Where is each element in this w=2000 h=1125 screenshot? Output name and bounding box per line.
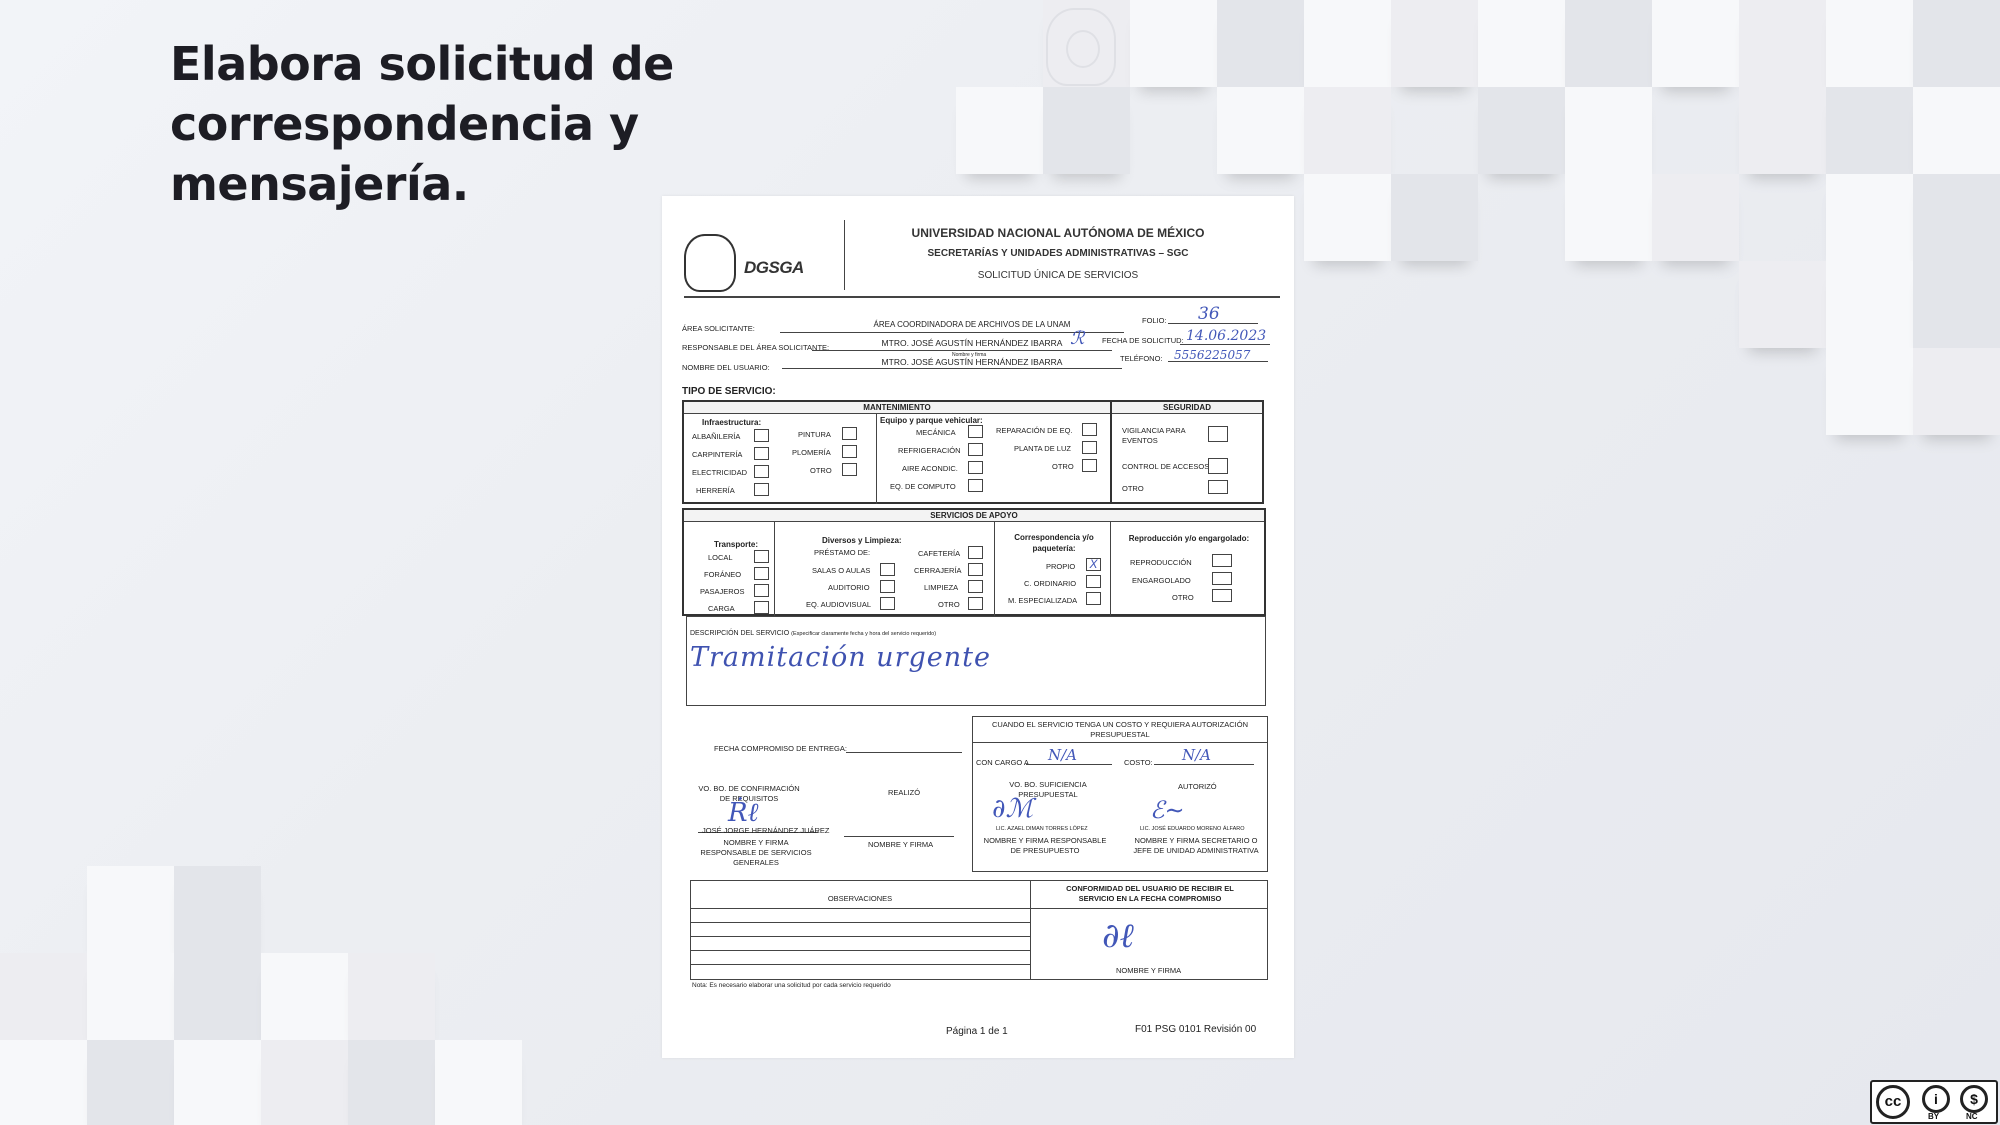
equipo-checkbox[interactable]: [968, 479, 983, 492]
diversos-checkbox[interactable]: [880, 580, 895, 593]
descripcion-label-text: DESCRIPCIÓN DEL SERVICIO: [690, 630, 790, 637]
apoyo-divider: [774, 522, 775, 616]
fecha-value: 14.06.2023: [1186, 328, 1267, 344]
repro-checkbox[interactable]: [1212, 554, 1232, 567]
corresp-item: M. ESPECIALIZADA: [1008, 596, 1078, 605]
corresp-checkbox[interactable]: [1086, 575, 1101, 588]
decor-tile: [1043, 87, 1130, 174]
firmante1-name: JOSÉ JORGE HERNÁNDEZ JUÁREZ: [702, 826, 830, 835]
cargo-value: N/A: [1048, 746, 1078, 764]
decor-tile: [1565, 174, 1652, 261]
header-university: UNIVERSIDAD NACIONAL AUTÓNOMA DE MÉXICO: [911, 226, 1205, 240]
decor-tile: [1826, 0, 1913, 87]
decor-tile: [174, 866, 261, 953]
decor-tile: [1826, 261, 1913, 348]
corresp-item: C. ORDINARIO: [1024, 579, 1077, 588]
infra-item: CARPINTERÍA: [692, 450, 743, 459]
costo-value: N/A: [1182, 746, 1212, 764]
equipo-item: PLANTA DE LUZ: [1014, 444, 1071, 453]
form-code: F01 PSG 0101 Revisión 00: [1135, 1024, 1257, 1035]
transporte-checkbox[interactable]: [754, 601, 769, 614]
repro-checkbox[interactable]: [1212, 572, 1232, 585]
apoyo-divider: [1110, 522, 1111, 616]
nc-label: NC: [1966, 1112, 1978, 1121]
usuario-value: MTRO. JOSÉ AGUSTÍN HERNÁNDEZ IBARRA: [881, 357, 1063, 367]
decor-tile: [1478, 87, 1565, 174]
header-rule: [684, 296, 1280, 298]
diversos-item: AUDITORIO: [828, 583, 870, 592]
vobo-suficiencia-label: VO. BO. SUFICIENCIA PRESUPUESTAL: [1009, 780, 1087, 799]
diversos-checkbox[interactable]: [880, 597, 895, 610]
equipo-item: REPARACIÓN DE EQ.: [996, 426, 1073, 435]
fecha-compromiso-label: FECHA COMPROMISO DE ENTREGA:: [714, 744, 847, 753]
usuario-line: [782, 368, 1122, 369]
firmante3-role: NOMBRE Y FIRMA SECRETARIO O JEFE DE UNIDAD ADMINISTRATIVA: [1133, 836, 1259, 855]
transporte-item: LOCAL: [708, 553, 733, 562]
decor-tile: [1739, 87, 1826, 174]
transporte-checkbox[interactable]: [754, 584, 769, 597]
decor-tile: [1478, 0, 1565, 87]
decor-tile: [1913, 348, 2000, 435]
observaciones-row: [690, 950, 1030, 951]
equipo-checkbox[interactable]: [1082, 441, 1097, 454]
infra-item: PLOMERÍA: [792, 448, 831, 457]
decor-tile: [174, 1040, 261, 1125]
decor-tile: [1826, 348, 1913, 435]
decor-tile: [174, 953, 261, 1040]
person-icon: i: [1922, 1085, 1950, 1113]
observaciones-row: [690, 936, 1030, 937]
repro-item: REPRODUCCIÓN: [1130, 558, 1192, 567]
decor-tile: [261, 1040, 348, 1125]
diversos-item: CAFETERÍA: [918, 549, 961, 558]
repro-checkbox[interactable]: [1212, 589, 1232, 602]
decor-tile: [1391, 174, 1478, 261]
observaciones-row: [690, 922, 1030, 923]
noncommercial-icon: $: [1960, 1085, 1988, 1113]
decor-tile: [1913, 0, 2000, 87]
prestamo-label: PRÉSTAMO DE:: [814, 548, 871, 557]
equipo-divider: [876, 414, 877, 504]
nombre-firma-small: Nombre y firma: [952, 352, 987, 358]
decor-tile: [261, 953, 348, 1040]
decor-tile: [1217, 87, 1304, 174]
seguridad-title: SEGURIDAD: [1112, 402, 1262, 414]
diversos-item: LIMPIEZA: [924, 583, 959, 592]
costo-title: CUANDO EL SERVICIO TENGA UN COSTO Y REQUIERA AUTORIZACIÓN PRESUPUESTAL: [991, 720, 1249, 739]
vobo-requisitos-label: VO. BO. DE CONFIRMACIÓN DE REQUISITOS: [698, 784, 800, 803]
infra-checkbox[interactable]: [754, 429, 769, 442]
infra-title: Infraestructura:: [702, 418, 762, 427]
infra-item: OTRO: [810, 466, 832, 475]
equipo-item: EQ. DE COMPUTO: [890, 482, 956, 491]
decor-tile: [1652, 0, 1739, 87]
diversos-checkbox[interactable]: [968, 597, 983, 610]
realizo-nombre-firma: NOMBRE Y FIRMA: [868, 840, 934, 849]
diversos-item: SALAS O AULAS: [812, 566, 871, 575]
transporte-checkbox[interactable]: [754, 567, 769, 580]
cargo-label: CON CARGO A: [976, 758, 1029, 767]
corresp-checkbox[interactable]: [1086, 592, 1101, 605]
header-department: SECRETARÍAS Y UNIDADES ADMINISTRATIVAS – SGC: [927, 248, 1189, 259]
header-divider: [844, 220, 845, 290]
usuario-label: NOMBRE DEL USUARIO:: [682, 363, 770, 372]
transporte-title: Transporte:: [714, 540, 759, 549]
firmante2-name: LIC. AZAEL DIMAN TORRES LÓPEZ: [996, 826, 1088, 832]
apoyo-title: SERVICIOS DE APOYO: [684, 510, 1264, 522]
cc-license-badge[interactable]: [1870, 1080, 1998, 1124]
decor-tile: [1565, 87, 1652, 174]
transporte-checkbox[interactable]: [754, 550, 769, 563]
decor-tile: [1217, 0, 1304, 87]
folio-label: FOLIO:: [1142, 316, 1167, 325]
decor-tile: [348, 1040, 435, 1125]
form-note: Nota: Es necesario elaborar una solicitud por cada servicio requerido: [692, 982, 891, 989]
firma-presupuesto: ∂ℳ: [992, 794, 1034, 824]
folio-value: 36: [1198, 304, 1220, 324]
mantenimiento-title: MANTENIMIENTO: [684, 402, 1110, 414]
decor-tile: [1304, 174, 1391, 261]
infra-checkbox[interactable]: [842, 463, 857, 476]
corresp-title: Correspondencia y/o paquetería:: [1014, 533, 1094, 553]
decor-tile: [1739, 261, 1826, 348]
dgsga-logo: DGSGA: [744, 258, 804, 277]
decor-tile: [1304, 0, 1391, 87]
seguridad-divider: [1110, 400, 1112, 504]
seguridad-checkbox[interactable]: [1208, 458, 1228, 474]
costo-label: COSTO:: [1124, 758, 1153, 767]
cargo-line: [1026, 764, 1112, 765]
equipo-checkbox[interactable]: [968, 425, 983, 438]
equipo-checkbox[interactable]: [1082, 459, 1097, 472]
diversos-item: CERRAJERÍA: [914, 566, 962, 575]
telefono-line: [1168, 361, 1268, 362]
corresp-checkbox-propio[interactable]: X: [1086, 558, 1101, 571]
infra-checkbox[interactable]: [842, 445, 857, 458]
fecha-label: FECHA DE SOLICITUD:: [1102, 336, 1184, 345]
decor-tile: [1913, 261, 2000, 348]
decor-tile: [1130, 0, 1217, 87]
autorizo-label: AUTORIZÓ: [1178, 782, 1217, 791]
costo-line: [1154, 764, 1254, 765]
area-value: ÁREA COORDINADORA DE ARCHIVOS DE LA UNAM: [873, 320, 1071, 329]
decor-tile: [87, 866, 174, 953]
descripcion-hint: (Especificar claramente fecha y hora del servicio requerido): [791, 631, 937, 637]
diversos-checkbox[interactable]: [968, 580, 983, 593]
diversos-item: OTRO: [938, 600, 960, 609]
fecha-line: [1180, 344, 1270, 345]
equipo-checkbox[interactable]: [968, 461, 983, 474]
costo-title-rule: [972, 742, 1268, 743]
equipo-item: AIRE ACONDIC.: [902, 464, 958, 473]
repro-item: ENGARGOLADO: [1132, 576, 1191, 585]
tipo-servicio-label: TIPO DE SERVICIO:: [682, 386, 776, 397]
decor-tile: [1913, 87, 2000, 174]
fecha-compromiso-line: [846, 752, 962, 753]
decor-tile: [1826, 174, 1913, 261]
diversos-title: Diversos y Limpieza:: [822, 536, 902, 545]
decor-tile: [1391, 0, 1478, 87]
apoyo-divider: [994, 522, 995, 616]
decor-tile: [1652, 174, 1739, 261]
responsable-signature: ℛ: [1070, 328, 1085, 349]
decor-tile: [1565, 0, 1652, 87]
decor-tile: [0, 1040, 87, 1125]
slide-title: Elabora solicitud de correspondencia y mensajería.: [170, 37, 674, 211]
observaciones-label: OBSERVACIONES: [827, 894, 893, 903]
descripcion-value: Tramitación urgente: [690, 642, 991, 673]
equipo-checkbox[interactable]: [968, 443, 983, 456]
equipo-checkbox[interactable]: [1082, 423, 1097, 436]
transporte-item: FORÁNEO: [704, 570, 742, 579]
decor-tile: [956, 87, 1043, 174]
usuario-nombre-firma: NOMBRE Y FIRMA: [1116, 966, 1182, 975]
folio-line: [1168, 323, 1258, 324]
infra-checkbox[interactable]: [754, 483, 769, 496]
firmante1-role: NOMBRE Y FIRMA RESPONSABLE DE SERVICIOS GENERALES: [700, 838, 812, 867]
infra-item: PINTURA: [798, 430, 831, 439]
equipo-item: REFRIGERACIÓN: [898, 446, 961, 455]
firma-usuario: ∂ℓ: [1102, 916, 1134, 956]
decor-tile: [1739, 0, 1826, 87]
observaciones-row: [690, 908, 1268, 909]
firmante2-role: NOMBRE Y FIRMA RESPONSABLE DE PRESUPUESTO: [983, 836, 1107, 855]
decor-tile: [0, 953, 87, 1040]
realizo-label: REALIZÓ: [888, 788, 921, 797]
repro-item: OTRO: [1172, 593, 1194, 602]
observaciones-row: [690, 964, 1030, 965]
decor-tile: [1304, 87, 1391, 174]
header-form-name: SOLICITUD ÚNICA DE SERVICIOS: [977, 270, 1139, 281]
firmante3-name: LIC. JOSÉ EDUARDO MORENO ÁLFARO: [1140, 826, 1245, 832]
seguridad-item: OTRO: [1122, 484, 1144, 493]
unam-seal-icon: [684, 234, 736, 292]
firma-secretario: ℰ∼: [1150, 796, 1185, 824]
infra-checkbox[interactable]: [754, 447, 769, 460]
equipo-item: OTRO: [1052, 462, 1074, 471]
decor-tile: [435, 1040, 522, 1125]
corresp-item: PROPIO: [1046, 562, 1076, 571]
firma-servicios-generales: Ṙℓ: [728, 798, 759, 828]
decor-tile: [87, 953, 174, 1040]
seguridad-item: CONTROL DE ACCESOS: [1122, 462, 1210, 471]
responsable-label: RESPONSABLE DEL ÁREA SOLICITANTE:: [682, 343, 830, 352]
seguridad-item: VIGILANCIA PARA EVENTOS: [1122, 426, 1186, 445]
transporte-item: CARGA: [708, 604, 735, 613]
decor-tile: [1826, 87, 1913, 174]
infra-item: ALBAÑILERÍA: [692, 432, 741, 441]
firma-line: [844, 836, 954, 837]
responsable-line: [812, 350, 1112, 351]
telefono-value: 5556225057: [1174, 348, 1251, 362]
telefono-label: TELÉFONO:: [1120, 354, 1163, 363]
area-label: ÁREA SOLICITANTE:: [682, 324, 755, 333]
seguridad-checkbox[interactable]: [1208, 426, 1228, 442]
decor-tile: [87, 1040, 174, 1125]
diversos-checkbox[interactable]: [968, 563, 983, 576]
conformidad-label: CONFORMIDAD DEL USUARIO DE RECIBIR EL SERVICIO EN LA FECHA COMPROMISO: [1066, 884, 1234, 903]
scanned-form: [662, 196, 1294, 1058]
equipo-title: Equipo y parque vehicular:: [880, 416, 983, 425]
infra-item: ELECTRICIDAD: [692, 468, 748, 477]
seguridad-checkbox[interactable]: [1208, 480, 1228, 494]
diversos-item: EQ. AUDIOVISUAL: [806, 600, 872, 609]
decor-tile: [348, 953, 435, 1040]
cc-icon: cc: [1876, 1085, 1910, 1119]
equipo-item: MECÁNICA: [916, 428, 956, 437]
unam-watermark-icon: [1046, 8, 1116, 86]
diversos-checkbox[interactable]: [968, 546, 983, 559]
infra-checkbox[interactable]: [754, 465, 769, 478]
descripcion-label: [690, 630, 936, 637]
page-number: Página 1 de 1: [946, 1026, 1008, 1037]
diversos-checkbox[interactable]: [880, 563, 895, 576]
by-label: BY: [1928, 1112, 1940, 1121]
infra-checkbox[interactable]: [842, 427, 857, 440]
decor-tile: [1913, 174, 2000, 261]
repro-title: Reproducción y/o engargolado:: [1128, 534, 1250, 543]
responsable-value: MTRO. JOSÉ AGUSTÍN HERNÁNDEZ IBARRA: [881, 338, 1063, 348]
transporte-item: PASAJEROS: [700, 587, 745, 596]
infra-item: HERRERÍA: [696, 486, 735, 495]
observaciones-divider: [1030, 880, 1031, 980]
